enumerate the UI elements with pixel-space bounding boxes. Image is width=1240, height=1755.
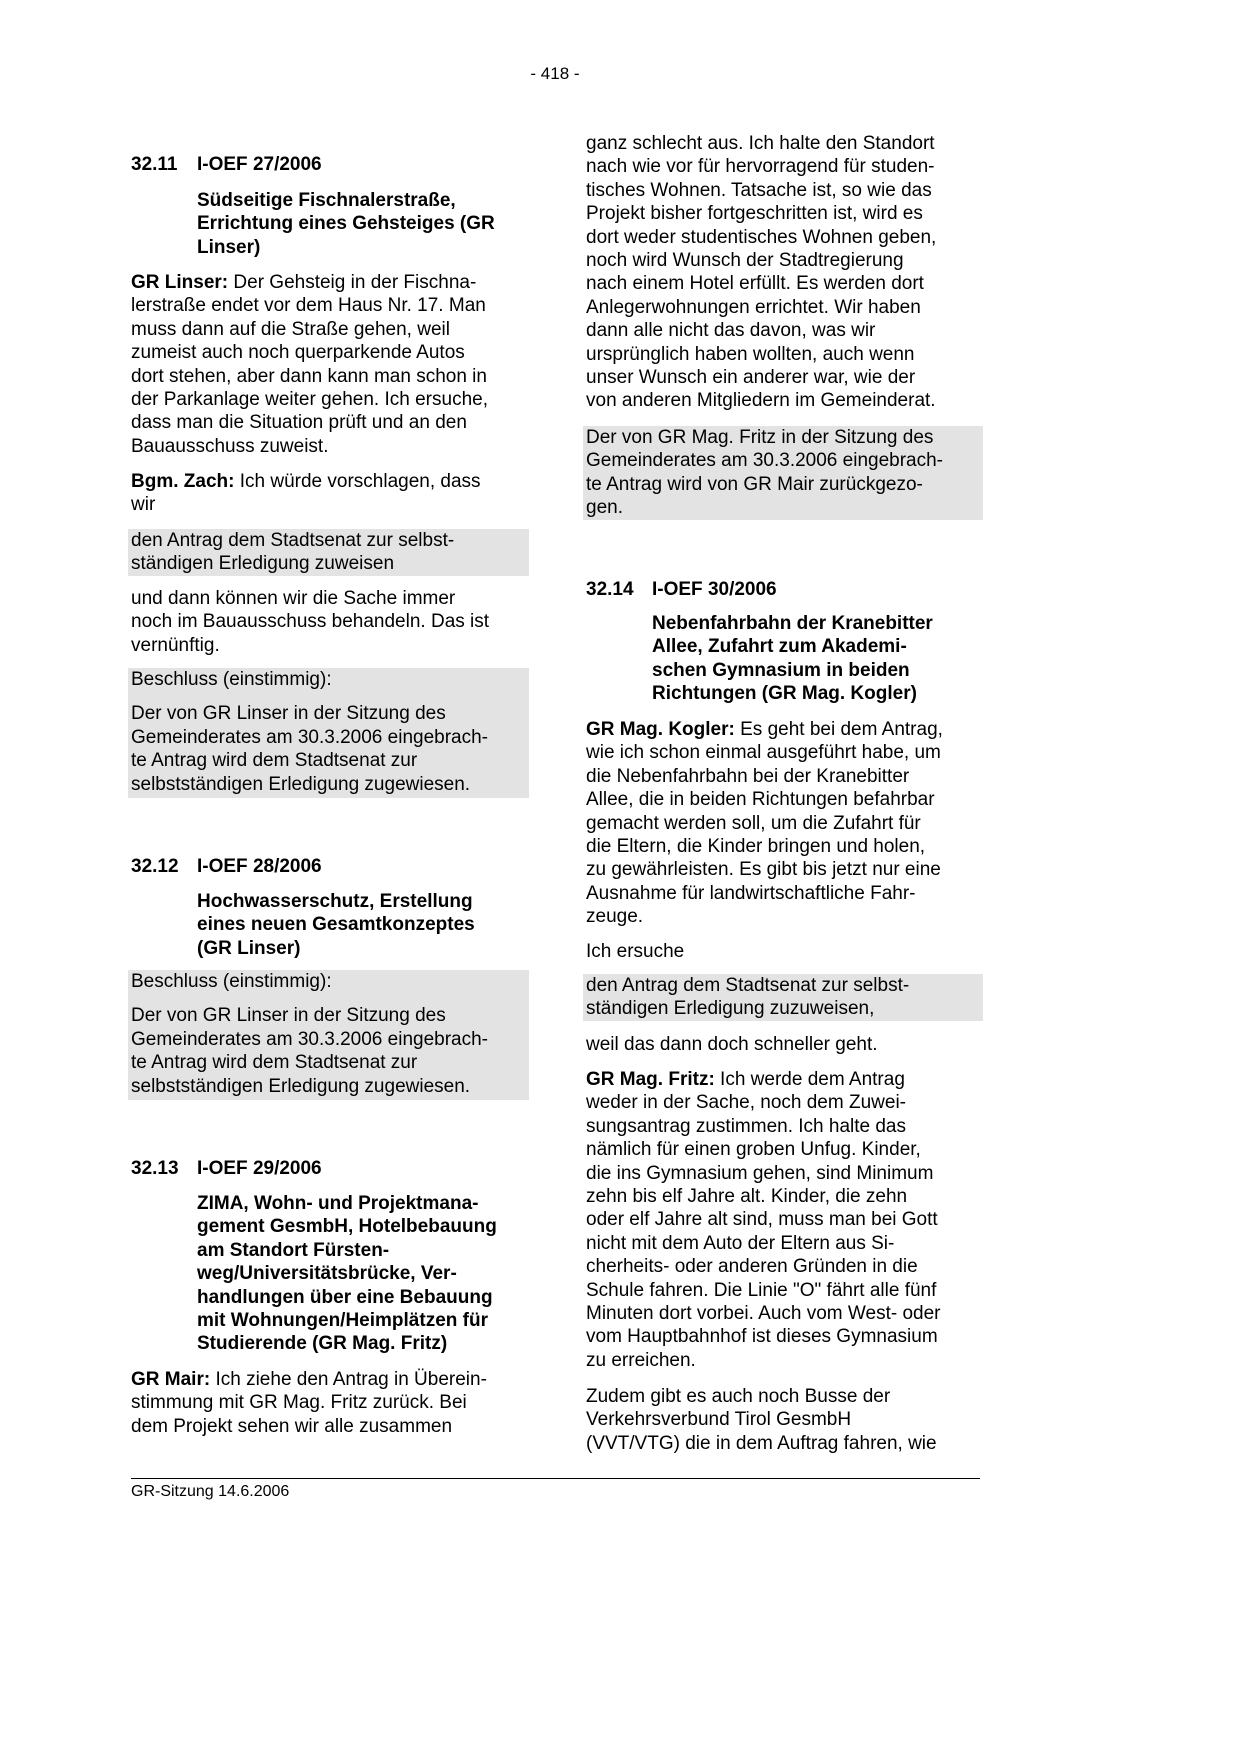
text-line: Der von GR Linser in der Sitzung des [131,703,446,725]
text-line: dem Projekt sehen wir alle zusammen [131,1415,453,1437]
section-title [197,189,526,259]
title-line: Richtungen (GR Mag. Kogler) [652,683,917,705]
text-line: Ich würde vorschlagen, dass [234,471,481,492]
text-line: zehn bis elf Jahre alt. Kinder, die zehn [586,1186,908,1208]
text-line: Der von GR Linser in der Sitzung des [131,1005,446,1027]
text-line: die ins Gymnasium gehen, sind Minimum [586,1162,934,1184]
title-line: am Standort Fürsten- [197,1239,390,1261]
text-line: der Parkanlage weiter gehen. Ich ersuche, [131,389,488,411]
text-line: wie ich schon einmal ausgeführt habe, um [586,742,941,764]
paragraph [131,271,526,458]
resolution-box [128,668,529,798]
text-line: Ich ziehe den Antrag in Überein- [210,1369,487,1390]
footer-text: GR-Sitzung 14.6.2006 [131,1483,290,1500]
highlighted-motion [128,529,529,576]
text-line: lerstraße endet vor dem Haus Nr. 17. Man [131,295,486,317]
section-title [197,1192,526,1356]
text-line: von anderen Mitgliedern im Gemeinderat. [586,390,936,412]
text-line: ständigen Erledigung zuweisen [131,553,395,575]
text-line: Zudem gibt es auch noch Busse der [586,1386,891,1407]
text-line: noch wird Wunsch der Stadtregierung [586,250,904,272]
text-line: Der Gehsteig in der Fischna- [228,272,477,293]
text-line: selbstständigen Erledigung zugewiesen. [131,1075,471,1097]
text-line: tisches Wohnen. Tatsache ist, so wie das [586,179,932,201]
title-line: schen Gymnasium in beiden [652,659,910,681]
text-line: zeuge. [586,906,644,928]
text-line: nicht mit dem Auto der Eltern aus Si- [586,1232,895,1254]
speaker: GR Linser: [131,272,229,293]
paragraph [131,470,526,517]
text-line: vernünftig. [131,634,220,656]
section-title [652,612,980,706]
text-line: muss dann auf die Straße gehen, weil [131,318,450,340]
title-line: Nebenfahrbahn der Kranebitter [652,613,933,634]
paragraph [586,1068,980,1372]
page-number: - 418 - [530,64,580,83]
text-line: gen. [586,497,623,519]
resolution-box [583,426,983,520]
title-line: Hochwasserschutz, Erstellung [197,891,473,912]
title-line: Südseitige Fischnalerstraße, [197,190,456,211]
title-line: gement GesmbH, Hotelbebauung [197,1216,497,1238]
section-code: I-OEF 28/2006 [197,856,322,877]
text-line: zu erreichen. [586,1349,696,1371]
text-line: zu gewährleisten. Es gibt bis jetzt nur eine [586,859,941,881]
section-number: 32.13 [131,1158,179,1179]
section-code: I-OEF 29/2006 [197,1158,322,1179]
text-line: wir [131,494,156,516]
text-line: und dann können wir die Sache immer [131,588,456,609]
text-line: (VVT/VTG) die in dem Auftrag fahren, wie [586,1432,937,1454]
paragraph [131,587,526,657]
text-line: Minuten dort vorbei. Auch vom West- oder [586,1303,941,1325]
section-number: 32.11 [131,154,178,175]
text-line: Ich werde dem Antrag [714,1069,905,1090]
text-line: die Eltern, die Kinder bringen und holen, [586,836,926,858]
section-number: 32.14 [586,579,634,600]
resolution-label: Beschluss (einstimmig): [131,971,332,992]
title-line: Allee, Zufahrt zum Akademi- [652,636,907,658]
title-line: eines neuen Gesamtkonzeptes [197,914,475,936]
text-line: den Antrag dem Stadtsenat zur selbst- [586,975,910,996]
paragraph [586,1385,980,1455]
text-line: Gemeinderates am 30.3.2006 eingebrach- [131,726,489,748]
text-line: weil das dann doch schneller geht. [586,1034,878,1055]
text-line: dort stehen, aber dann kann man schon in [131,365,487,387]
section-title [197,890,526,960]
speaker: GR Mag. Fritz: [586,1069,715,1090]
paragraph [586,132,980,413]
title-line: Linser) [197,236,261,258]
paragraph [131,1368,526,1438]
text-line: sungsantrag zustimmen. Ich halte das [586,1115,907,1137]
text-line: dort weder studentisches Wohnen geben, [586,226,937,248]
text-line: nämlich für einen groben Unfug. Kinder, [586,1139,921,1161]
text-line: cherheits- oder anderen Gründen in die [586,1256,918,1278]
text-line: Gemeinderates am 30.3.2006 eingebrach- [586,450,944,472]
text-line: Projekt bisher fortgeschritten ist, wird es [586,203,923,225]
highlighted-motion [583,974,983,1021]
text-line: vom Hauptbahnhof ist dieses Gymnasium [586,1326,938,1348]
text-line: noch im Bauausschuss behandeln. Das ist [131,611,490,633]
text-line: te Antrag wird dem Stadtsenat zur [131,750,418,772]
text-line: ständigen Erledigung zuzuweisen, [586,998,875,1020]
text-line: stimmung mit GR Mag. Fritz zurück. Bei [131,1392,467,1414]
footer-divider [131,1478,980,1479]
text-line: zumeist auch noch querparkende Autos [131,342,465,364]
text-line: Der von GR Mag. Fritz in der Sitzung des [586,427,934,448]
resolution-box [128,970,529,1100]
title-line: Errichtung eines Gehsteiges (GR [197,213,495,235]
title-line: ZIMA, Wohn- und Projektmana- [197,1193,479,1214]
text-line: die Nebenfahrbahn bei der Kranebitter [586,765,910,787]
text-line: ganz schlecht aus. Ich halte den Standort [586,133,935,154]
speaker: Bgm. Zach: [131,471,235,492]
text-line: te Antrag wird dem Stadtsenat zur [131,1052,418,1074]
text-line: weder in der Sache, noch dem Zuwei- [586,1092,906,1114]
text-line: den Antrag dem Stadtsenat zur selbst- [131,530,455,551]
text-line: Schule fahren. Die Linie "O" fährt alle fünf [586,1279,937,1301]
text-line: Allee, die in beiden Richtungen befahrbar [586,789,935,811]
text-line: ursprünglich haben wollten, auch wenn [586,343,915,365]
speaker: GR Mag. Kogler: [586,719,735,740]
text-line: dass man die Situation prüft und an den [131,412,467,434]
text-line: dann alle nicht das davon, was wir [586,320,876,342]
title-line: Studierende (GR Mag. Fritz) [197,1333,448,1355]
text-line: Verkehrsverbund Tirol GesmbH [586,1409,852,1431]
text-line: selbstständigen Erledigung zugewiesen. [131,773,471,795]
text-line: Anlegerwohnungen errichtet. Wir haben [586,296,921,318]
text-line: oder elf Jahre alt sind, muss man bei Gott [586,1209,938,1231]
text-line: nach wie vor für hervorragend für studen- [586,156,935,178]
text-line: Bauausschuss zuweist. [131,435,329,457]
text-line: unser Wunsch ein anderer war, wie der [586,367,916,389]
text-line: Gemeinderates am 30.3.2006 eingebrach- [131,1028,489,1050]
speaker: GR Mair: [131,1369,211,1390]
section-number: 32.12 [131,856,179,877]
title-line: (GR Linser) [197,937,301,959]
text-line: Ausnahme für landwirtschaftliche Fahr- [586,882,916,904]
title-line: mit Wohnungen/Heimplätzen für [197,1310,488,1332]
text-line: Ich ersuche [586,941,685,962]
text-line: Es geht bei dem Antrag, [734,719,943,740]
paragraph [586,940,980,963]
text-line: nach einem Hotel erfüllt. Es werden dort [586,273,924,295]
paragraph [586,718,980,929]
title-line: handlungen über eine Bebauung [197,1286,493,1308]
text-line: te Antrag wird von GR Mair zurückgezo- [586,473,923,495]
section-code: I-OEF 30/2006 [652,579,777,600]
title-line: weg/Universitätsbrücke, Ver- [197,1263,457,1285]
text-line: gemacht werden soll, um die Zufahrt für [586,812,921,834]
paragraph [586,1033,980,1056]
section-code: I-OEF 27/2006 [197,154,322,175]
resolution-label: Beschluss (einstimmig): [131,669,332,690]
